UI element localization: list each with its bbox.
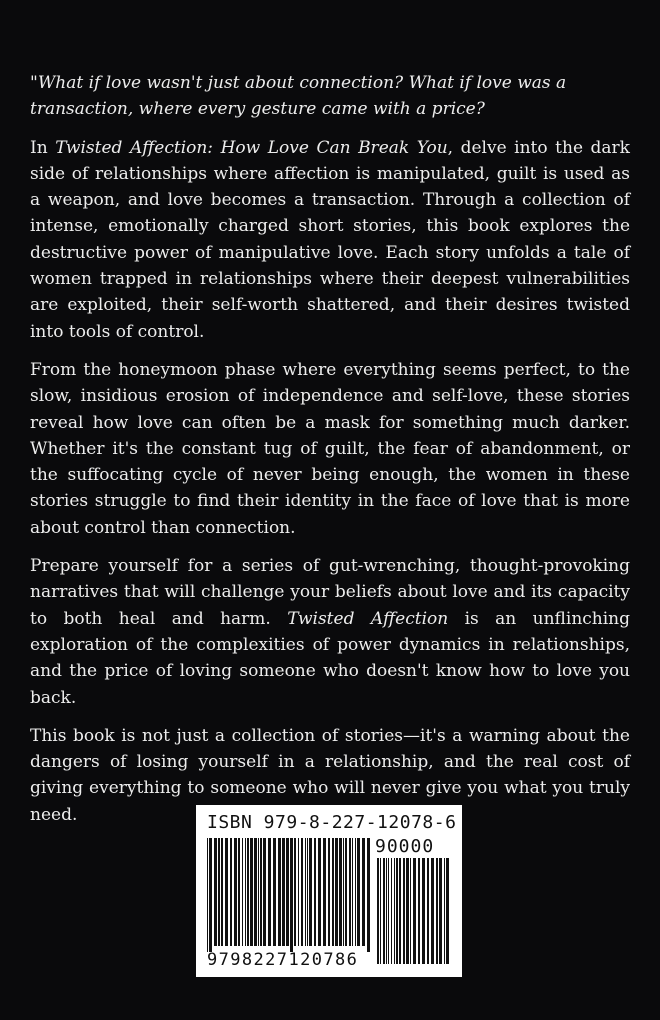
barcode-bar (339, 838, 342, 946)
barcode-bar (254, 838, 257, 946)
barcode-bar (314, 838, 316, 946)
barcode-bar (258, 838, 259, 946)
barcode-bar (238, 838, 240, 946)
barcode-bar (444, 858, 445, 964)
barcode-bar (234, 838, 237, 946)
barcode-bar (394, 858, 395, 964)
barcode-bar (301, 838, 303, 946)
barcode-bar (209, 838, 212, 952)
paragraph-3 (30, 553, 630, 711)
barcode-bar (349, 838, 351, 946)
barcode-bar (352, 838, 353, 946)
barcode-bar (343, 838, 344, 946)
barcode-bar (410, 858, 411, 964)
barcode-bar (332, 838, 334, 946)
barcode-bar (323, 838, 326, 946)
barcode-bar (305, 838, 306, 946)
barcode-bar (245, 838, 246, 946)
ean-digits: 9798227120786 (207, 950, 359, 970)
barcode-bar (328, 838, 330, 946)
paragraph-3-lead: Prepare yourself for a series of gut-wrenching, thought-provoking narratives that will challenge your beliefs about love and its capacity to both heal and harm. (30, 556, 630, 629)
barcode-bar (388, 858, 389, 964)
barcode-bar (406, 858, 409, 964)
barcode-bar (383, 858, 385, 964)
paragraph-1-body: , delve into the dark side of relationships where affection is manipulated, guilt is used as a weapon, and love becomes a transaction. Through a collection of intense, emotionally charged short stories, this book explores the destructive power of manipulative love. Each story unfolds a tale of women trapped in relationships where their deepest vulnerabilities are exploited, their self-worth shattered, and their desires twisted into tools of control. (30, 137, 630, 342)
barcode-bar (214, 838, 217, 946)
barcode-bar (439, 858, 442, 964)
barcode-bar (260, 838, 262, 946)
barcode-bar (218, 838, 220, 946)
barcode-bar (345, 838, 347, 946)
barcode-bar (263, 838, 266, 946)
barcode-bar (427, 858, 429, 964)
barcode-bar (436, 858, 438, 964)
isbn-label: ISBN 979-8-227-12078-6 (207, 812, 457, 833)
barcode-bar (282, 838, 285, 946)
barcode-bar (431, 858, 434, 964)
barcode-bar (422, 858, 425, 964)
barcode-bar (386, 858, 387, 964)
barcode-bar (225, 838, 228, 946)
ean-barcode-bars (207, 838, 373, 952)
barcode-bar (309, 838, 312, 946)
barcode-bar (418, 858, 420, 964)
opening-quote: "What if love wasn't just about connection? What if love was a transaction, where every gesture came with a price? (30, 73, 567, 120)
barcode-bar (273, 838, 276, 946)
addon-barcode-bars (377, 858, 453, 964)
barcode-bar (268, 838, 271, 946)
barcode-bar (446, 858, 449, 964)
barcode-bar (396, 858, 398, 964)
barcode-bar (286, 838, 289, 946)
barcode-bar (355, 838, 356, 946)
isbn-barcode (196, 805, 462, 977)
barcode-bar (357, 838, 360, 946)
barcode-bar (294, 838, 296, 946)
paragraph-1 (30, 135, 630, 345)
paragraph-1-lead: In (30, 137, 56, 158)
barcode-bar (247, 838, 249, 946)
barcode-bar (230, 838, 232, 946)
book-title-short: Twisted Affection (287, 608, 449, 629)
barcode-bar (367, 838, 370, 952)
barcode-bar (242, 838, 243, 946)
barcode-bar (250, 838, 253, 946)
barcode-bar (403, 858, 405, 964)
barcode-bar (290, 838, 293, 952)
barcode-bar (391, 858, 392, 964)
barcode-bar (307, 838, 308, 946)
barcode-bar (318, 838, 321, 946)
blurb-text (30, 70, 630, 840)
barcode-bar (221, 838, 223, 946)
barcode-bar (377, 858, 379, 964)
barcode-bar (413, 858, 416, 964)
price-code: 90000 (375, 836, 435, 857)
paragraph-2: From the honeymoon phase where everything seems perfect, to the slow, insidious erosion of independence and self-love, these stories reveal how love can often be a mask for something much darker. Whether it's the constant tug of guilt, the fear of abandonment, or the suffocating cycle of never being enough, the women in these stories struggle to find their identity in the face of love that is more about control than connection. (30, 359, 630, 538)
barcode-bar (207, 838, 208, 952)
book-title: Twisted Affection: How Love Can Break You (55, 137, 448, 158)
barcode-bar (362, 838, 365, 946)
paragraph-4: This book is not just a collection of stories—it's a warning about the dangers of losing yourself in a relationship, and the real cost of giving everything to someone who will never give you what you truly need. (30, 725, 630, 825)
barcode-bar (298, 838, 299, 946)
barcode-bar (380, 858, 381, 964)
barcode-bar (278, 838, 281, 946)
barcode-bar (399, 858, 401, 964)
paragraph-3-body: is an unflinching exploration of the complexities of power dynamics in relationships, and the price of loving someone who doesn't know how to love you back. (30, 608, 631, 708)
barcode-bar (335, 838, 338, 946)
